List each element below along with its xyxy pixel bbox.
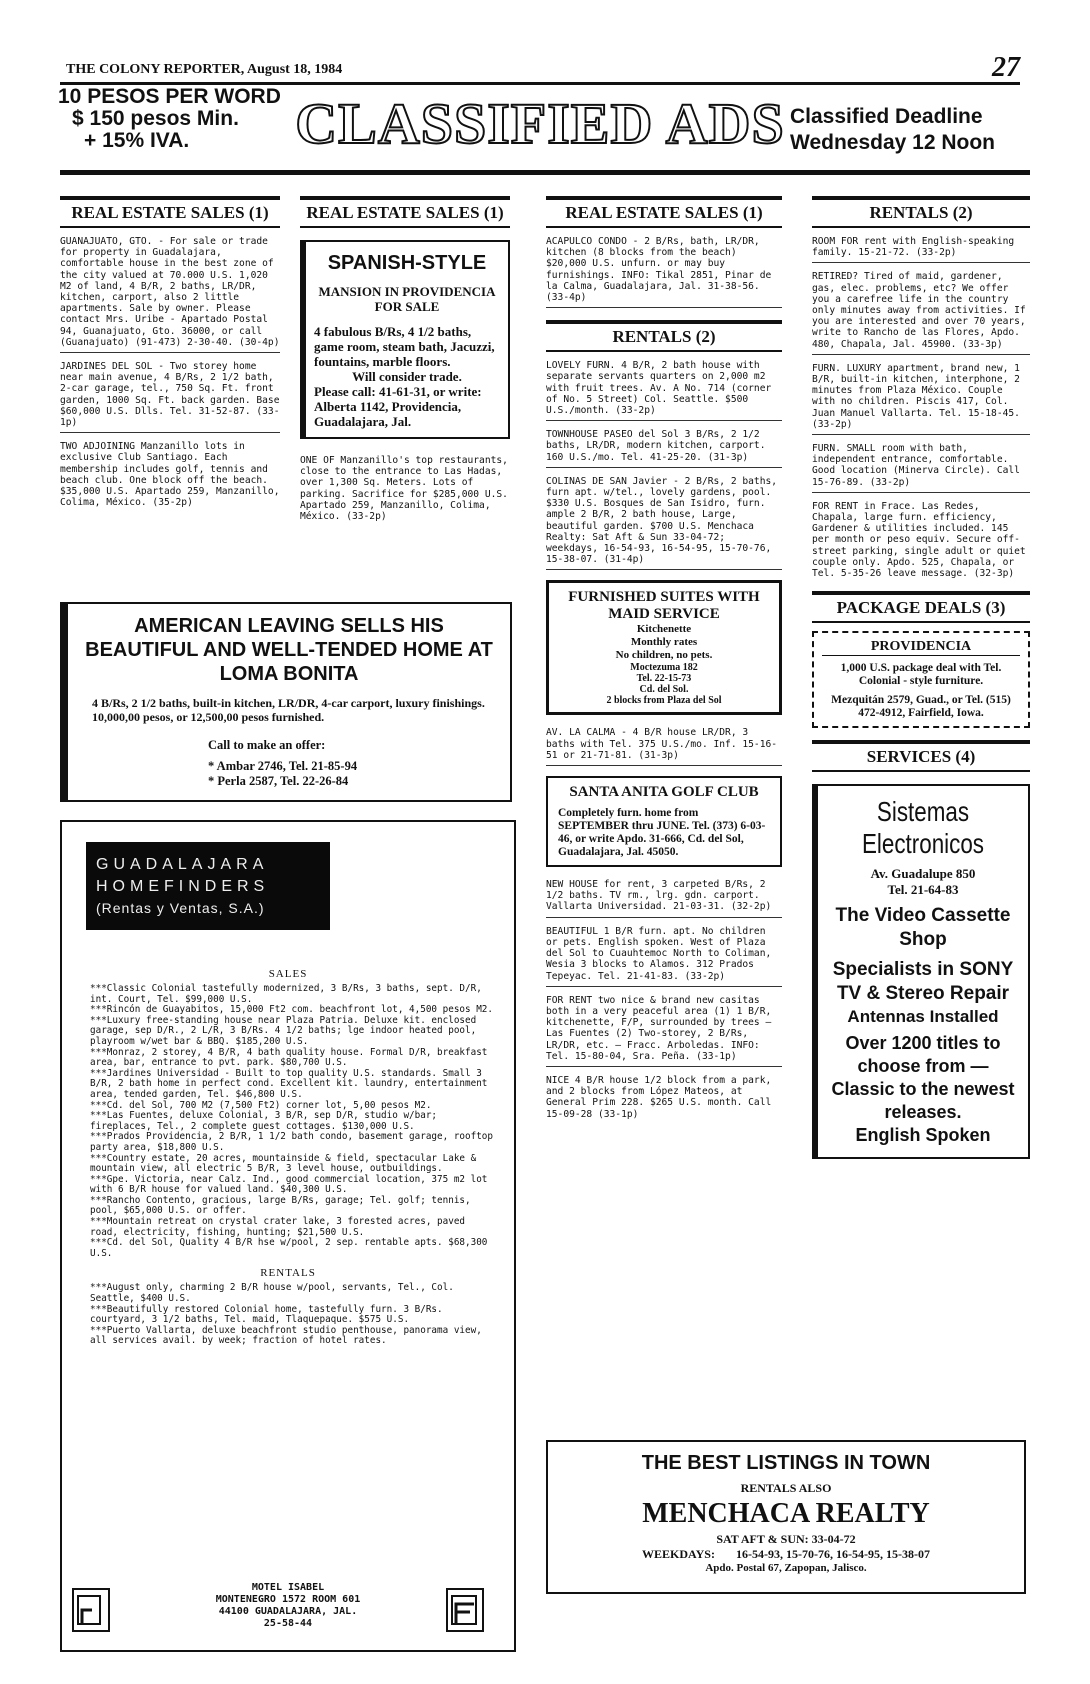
classified-ad: LOVELY FURN. 4 B/R, 2 bath house with separate servants quarters on 2,000 m2 with fruit trees. Av. A No. 714 (corner of No. 5 Street) Col. Seattle. $500 U.S./month. (33-2p) [546, 358, 782, 421]
rentals-heading: RENTALS [260, 1267, 316, 1280]
rate-line: + 15% IVA. [84, 129, 190, 152]
list-item: ***Luxury free-standing house near Plaza Patria. Deluxe kit. enclosed garage, sep D/R., 2 L/R, 3 B/Rs. 4 1/2 baths; lge indoor heated pool, playroom w/wet bar & BBQ. $185,200 U.S. [90, 1014, 477, 1047]
classified-ad: FOR RENT two nice & brand new casitas both in a very peaceful area (1) 1 B/R, kitchenette, F/P, surrounded by trees — Las Fuentes (2) Two-storey, 2 B/Rs, LR/DR, etc. — Fracc. Arboledas. INFO: Tel. 15-80-04, Sra. Peña. (33-1p) [546, 993, 782, 1067]
classified-ad: AV. LA CALMA - 4 B/R house LR/DR, 3 baths with Tel. 375 U.S./mo. Inf. 15-16-51 or 21-71-81. (31-3p) [546, 725, 782, 766]
ad-body: Completely furn. home from SEPTEMBER thru JUNE. Tel. (373) 6-03-46, or write Apdo. 31-666, Cd. del Sol, Guadalajara, Jal. 45050. [558, 807, 766, 859]
ad-title: AMERICAN LEAVING SELLS HIS BEAUTIFUL AND WELL-TENDED HOME AT LOMA BONITA [85, 615, 493, 685]
ad-line: SAT AFT & SUN: 33-04-72 [716, 1532, 856, 1546]
ad-line: Specialists in SONY [832, 959, 1014, 981]
deadline-line: Wednesday 12 Noon [790, 131, 995, 154]
classified-ad: FURN. SMALL room with bath, independent entrance, comfortable. Good location (Minerva Circle). Call 15-76-89. (33-2p) [812, 441, 1030, 493]
section-heading: REAL ESTATE SALES (1) [546, 196, 782, 228]
section-heading: RENTALS (2) [546, 320, 782, 352]
section-heading: REAL ESTATE SALES (1) [300, 196, 510, 228]
ad-name: MENCHACA REALTY [642, 1498, 930, 1529]
ad-title: SANTA ANITA GOLF CLUB [569, 784, 759, 801]
american-leaving-ad [60, 602, 512, 802]
section-heading: REAL ESTATE SALES (1) [60, 196, 280, 228]
list-item: ***Cd. del Sol, 700 M2 (7,500 Ft2) corner lot, 5,00 pesos M2. [90, 1099, 432, 1111]
deadline-line: Classified Deadline [790, 105, 983, 128]
page-title: CLASSIFIED ADS [295, 91, 785, 156]
spanish-mansion-ad [300, 240, 510, 439]
ad-line: Moctezuma 182 [630, 662, 698, 674]
column-rentals-services [812, 196, 1030, 1159]
classified-ad: ROOM FOR rent with English-speaking family. 15-21-72. (33-2p) [812, 234, 1030, 263]
ad-address: Av. Guadalupe 850 [870, 866, 976, 882]
section-heading: PACKAGE DEALS (3) [812, 591, 1030, 623]
ad-line [548, 1547, 1024, 1562]
sistemas-electronicos-ad [812, 784, 1030, 1159]
list-item: ***Gpe. Victoria, near Calz. Ind., good commercial location, 375 m2 lot with 6 B/R house for valued land. $40,300 U.S. [90, 1173, 488, 1196]
list-item: ***August only, charming 2 B/R house w/pool, servants, Tel., Col. Seattle, $400 U.S. [90, 1282, 454, 1305]
weekdays-phones: 16-54-93, 15-70-76, 16-54-95, 15-38-07 [735, 1547, 930, 1561]
classified-ad: FURN. LUXURY apartment, brand new, 1 B/R, built-in kitchen, interphone, 2 minutes from Plaza México. Couple with no children. Piscis 417, Col. Juan Manuel Vallarta. Tel. 15-18-45. (33-2p) [812, 361, 1030, 435]
rate-block [58, 86, 308, 152]
list-item: ***Cd. del Sol, Quality 4 B/R hse w/pool, 2 sep. rentable apts. $68,300 U.S. [90, 1237, 488, 1259]
column-real-estate-1 [60, 196, 280, 512]
sales-heading: SALES [268, 968, 308, 980]
publication-line: THE COLONY REPORTER, August 18, 1984 [66, 62, 343, 77]
building-logo-icon-right [446, 1588, 484, 1632]
rate-line: $ 150 pesos Min. [72, 107, 239, 130]
ad-contact: * Ambar 2746, Tel. 21-85-94 [208, 759, 358, 773]
list-item: ***Rancho Contento, gracious, large B/Rs, garage; Tel. golf; tennis, pool, $65,000 U.S. or offer. [90, 1194, 471, 1217]
list-item: ***Mountain retreat on crystal crater lake, 3 forested acres, paved road, electricity, fishing, hunting; $21,500 U.S. [90, 1216, 466, 1238]
masthead-rule [60, 52, 1020, 85]
list-item: ***Beautifully restored Colonial home, tastefully furn. 3 B/Rs. courtyard, 3 1/2 baths, Tel. maid, Tlaquepaque. $575 U.S. [90, 1303, 443, 1326]
list-item: ***Monraz, 2 storey, 4 B/R, 4 bath quality house. Formal D/R, breakfast area, bar, entrance to pvt. park. $80,700 U.S. [90, 1046, 488, 1069]
classified-ad: FOR RENT in Frace. Las Redes, Chapala, large furn. efficiency, Gardener & utilities included. 145 per month or peso equiv. Secure off-street parking, single adult or quiet couple only. Apdo. 525, Chapala, or Tel. 5-35-26 leave message. (32-3p) [812, 500, 1026, 580]
rentals-list [62, 1279, 514, 1347]
ad-line: Over 1200 titles to choose from — [845, 1033, 1001, 1077]
ad-line: Cd. del Sol. [639, 684, 689, 696]
ad-title: SPANISH-STYLE [327, 252, 487, 274]
column-real-estate-3 [546, 196, 782, 1124]
rate-line: 10 PESOS PER WORD [58, 85, 281, 108]
classified-ad: TOWNHOUSE PASEO del Sol 3 B/Rs, 2 1/2 baths, LR/DR, modern kitchen, carport. 160 U.S./mo. Tel. 41-25-20. (31-3p) [546, 427, 782, 468]
santa-anita-ad [546, 776, 782, 867]
ad-body: 4 B/Rs, 2 1/2 baths, built-in kitchen, LR/DR, 4-car carport, luxury finishings. 10,000,00 pesos, or 12,500,00 pesos furnished. [92, 696, 485, 724]
ad-line: Apdo. Postal 67, Zapopan, Jalisco. [705, 1562, 867, 1574]
footer-line: MOTEL ISABEL [251, 1582, 325, 1593]
ad-title: PROVIDENCIA [822, 639, 1020, 656]
ad-contact: * Perla 2587, Tel. 22-26-84 [208, 774, 349, 788]
providencia-ad [812, 631, 1030, 728]
ad-contact: Please call: 41-61-31, or write: Alberta 1142, Providencia, Guadalajara, Jal. [314, 384, 482, 429]
list-item: ***Rincón de Guayabitos, 15,000 Ft2 com. beachfront lot, 4,500 pesos M2. [90, 1004, 493, 1016]
ad-title: THE BEST LISTINGS IN TOWN [641, 1452, 931, 1474]
ad-title: Electronicos [861, 828, 984, 860]
ad-subtitle: MANSION IN PROVIDENCIA FOR SALE [318, 284, 496, 314]
classified-ad: JARDINES DEL SOL - Two storey home near main avenue, 4 B/Rs, 2 1/2 bath, 2-car garage, tel., 750 Sq. Ft. front garden, 1000 Sq. Ft. back garden. Base $60,000 U.S. Dlls. Tel. 31-52-87. (33-1p) [60, 359, 280, 433]
ad-line: The Video Cassette Shop [835, 905, 1011, 951]
ad-title: Sistemas [876, 796, 970, 828]
ad-contact: Mezquitán 2579, Guad., or Tel. (515) 472-4912, Fairfield, Iowa. [831, 694, 1011, 720]
list-item: ***Country estate, 20 acres, mountainside & field, spectacular Lake & mountain view, all electric 5 B/R, 3 level house, outbuildings. [90, 1152, 477, 1175]
ad-line: Monthly rates [630, 636, 698, 649]
footer-line: MONTENEGRO 1572 ROOM 601 [215, 1594, 361, 1605]
weekdays-label: WEEKDAYS: [642, 1547, 715, 1561]
ad-body: 1,000 U.S. package deal with Tel. Colonial - style furniture. [840, 662, 1002, 688]
banner-line: HOMEFINDERS [96, 878, 270, 895]
banner-line: (Rentas y Ventas, S.A.) [96, 900, 265, 916]
list-item: ***Puerto Vallarta, deluxe beachfront studio penthouse, panorama view, all services avail. by week; fraction of hotel rates. [90, 1324, 482, 1347]
section-heading: SERVICES (4) [812, 740, 1030, 772]
ad-line: Classic to the newest releases. [831, 1079, 1015, 1123]
section-heading: RENTALS (2) [812, 196, 1030, 228]
footer-line: 44100 GUADALAJARA, JAL. [218, 1606, 358, 1617]
sales-list [62, 980, 514, 1259]
ad-title: FURNISHED SUITES WITH MAID SERVICE [568, 589, 760, 623]
ad-line: Kitchenette [636, 623, 692, 636]
ad-line: No children, no pets. [615, 649, 713, 662]
ad-tel: Tel. 21-64-83 [887, 882, 959, 898]
ad-trade: Will consider trade. [352, 369, 462, 384]
page-number: 27 [992, 52, 1020, 83]
classified-ad: TWO ADJOINING Manzanillo lots in exclusive Club Santiago. Each membership includes golf, tennis and beach club. One block off the beach. $35,000 U.S. Apartado 259, Manzanillo, Colima, México. (35-2p) [60, 441, 280, 509]
furnished-suites-ad [546, 580, 782, 715]
ad-line: RENTALS ALSO [740, 1481, 832, 1495]
footer-line: 25-58-44 [263, 1618, 313, 1629]
deadline-block [790, 104, 1030, 156]
menchaca-realty-ad [546, 1440, 1026, 1594]
ad-call: Call to make an offer: [208, 738, 326, 752]
classified-ad: BEAUTIFUL 1 B/R furn. apt. No children or pets. English spoken. West of Plaza del Sol to Cuauhtemoc North to Coliman, Wesia 3 blocks to Alamos. 312 Prados Tepeyac. Tel. 21-41-83. (33-2p) [546, 924, 782, 987]
ad-line: Tel. 22-15-73 [636, 673, 692, 685]
ad-body: 4 fabulous B/Rs, 4 1/2 baths, game room, steam bath, Jacuzzi, fountains, marble floors. [314, 324, 495, 369]
classified-ad: ACAPULCO CONDO - 2 B/Rs, bath, LR/DR, kitchen (8 blocks from the beach) $20,000 U.S. unfurn. or may buy furnishings. INFO: Tikal 2851, Pinar de la Calma, Guadalajara, Jal. 31-38-56. (33-4p) [546, 234, 782, 308]
classified-ad: COLINAS DE SAN Javier - 2 B/Rs, 2 baths, furn apt. w/tel., lovely gardens, pool. $330 U.S. Bosques de San Isidro, furn. ample 2 B/R, 2 bath house, Large, beautiful garden. $700 U.S. Menchaca Realty: Sat Aft & Sun 33-04-72; weekdays, 16-54-93, 16-54-95, 15-70-76, 15-38-07. (31-4p) [546, 474, 782, 571]
list-item: ***Jardines Universidad - Built to top quality U.S. standards. Small 3 B/R, 2 bath home in perfect cond. Excellent kit. laundry, entertainment area, tended garden, Tel. $46,800 U.S. [90, 1067, 488, 1100]
ad-line: English Spoken [855, 1125, 991, 1146]
list-item: ***Prados Providencia, 2 B/R, 1 1/2 bath condo, basement garage, rooftop party area, $18,800 U.S. [90, 1131, 493, 1153]
list-item: ***Las Fuentes, deluxe Colonial, 3 B/R, sep D/R, studio w/bar; fireplaces, Tel., 2 complete guest cottages. $130,000 U.S. [90, 1110, 438, 1132]
banner-line: GUADALAJARA [96, 856, 269, 873]
ad-line: Antennas Installed [847, 1007, 999, 1027]
homefinders-banner [86, 842, 330, 930]
classified-ad: GUANAJUATO, GTO. - For sale or trade for property in Guadalajara, comfortable house in the best zone of the city valued at 70.000 U.S. 1,020 M2 of land, 4 B/R, 2 baths, LR/DR, kitchen, carport, also 2 little apartments. Sale by owner. Please contact Mrs. Uribe - Apartado Postal 94, Guanajuato, Gto. 36000, or call (Guanajuato) (91-473) 2-30-40. (30-4p) [60, 234, 280, 353]
title-rule [60, 170, 1030, 175]
list-item: ***Classic Colonial tastefully modernized, 3 B/Rs, 3 baths, sept. D/R, int. Court, Tel. $99,000 U.S. [90, 983, 482, 1005]
classified-ad: ONE OF Manzanillo's top restaurants, close to the entrance to Las Hadas, over 1,300 Sq. Meters. Lots of parking. Sacrifice for $285,000 U.S. Apartado 259, Manzanillo, Colima, México. (33-2p) [300, 455, 508, 523]
ad-line: TV & Stereo Repair [836, 983, 1010, 1005]
ad-line: 2 blocks from Plaza del Sol [606, 695, 722, 707]
classified-ad: NICE 4 B/R house 1/2 block from a park, and 2 blocks from López Mateos, at General Prim 228. $265 U.S. month. Call 15-09-28 (33-1p) [546, 1074, 772, 1120]
classified-ad: NEW HOUSE for rent, 3 carpeted B/Rs, 2 1/2 baths. TV rm., lrg. gdn. carport. Vallarta Universidad. 21-03-31. (32-2p) [546, 877, 782, 918]
column-real-estate-2 [300, 196, 510, 526]
homefinders-ad [60, 820, 516, 1652]
classified-ad: RETIRED? Tired of maid, gardener, gas, elec. problems, etc? We offer you a carefree life in the country only minutes away from activities. If you are interested and over 70 years, write to Rancho de las Flores, Apdo. 480, Chapala, Jal. 45900. (33-3p) [812, 269, 1030, 354]
